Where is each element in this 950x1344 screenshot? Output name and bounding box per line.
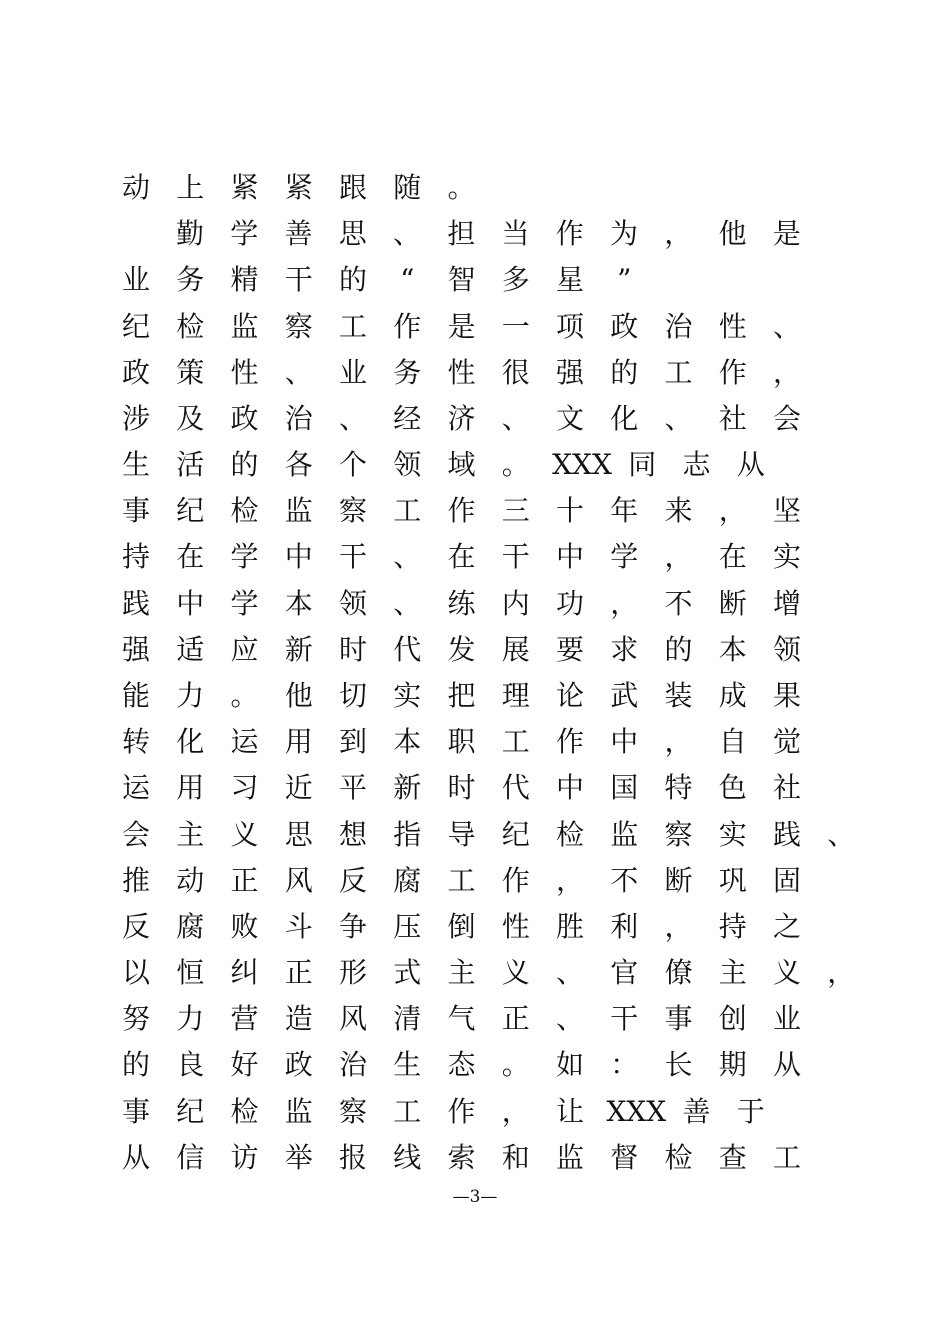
text-glyph: 时 [338, 632, 367, 666]
text-glyph: 反 [121, 909, 150, 943]
text-glyph: 事 [121, 494, 150, 528]
text-glyph: 作 [718, 355, 747, 389]
text-glyph: 事 [664, 1002, 693, 1036]
text-glyph: 会 [772, 401, 801, 435]
text-glyph: 腐 [393, 863, 422, 897]
text-glyph: 纪 [176, 494, 205, 528]
text-glyph: 星 [555, 263, 584, 297]
text-glyph: 察 [338, 494, 367, 528]
text-glyph: 他 [718, 217, 747, 251]
text-line [0, 630, 950, 670]
text-glyph: 察 [664, 817, 693, 851]
text-glyph: 及 [176, 401, 205, 435]
text-line [0, 260, 950, 300]
text-glyph: 学 [230, 540, 259, 574]
text-glyph: 切 [338, 678, 367, 712]
text-glyph: 学 [230, 217, 259, 251]
text-glyph: 思 [284, 817, 313, 851]
text-glyph: 查 [718, 1140, 747, 1174]
text-glyph: 内 [501, 586, 530, 620]
text-glyph: ， [501, 1094, 530, 1128]
text-line [0, 491, 950, 531]
text-glyph: 活 [176, 448, 205, 482]
text-glyph: 本 [393, 725, 422, 759]
text-glyph: 思 [338, 217, 367, 251]
text-glyph: 性 [501, 909, 530, 943]
text-line [0, 307, 950, 347]
text-glyph: 习 [230, 771, 259, 805]
text-glyph: XXX [606, 1094, 667, 1128]
text-glyph: 巩 [718, 863, 747, 897]
text-glyph: 固 [772, 863, 801, 897]
text-glyph: 的 [338, 263, 367, 297]
text-glyph: 纪 [501, 817, 530, 851]
text-glyph: 求 [610, 632, 639, 666]
text-glyph: 经 [393, 401, 422, 435]
text-glyph: 在 [176, 540, 205, 574]
text-glyph: 治 [338, 1048, 367, 1082]
text-glyph: 访 [230, 1140, 259, 1174]
text-glyph: ： [610, 1048, 639, 1082]
text-glyph: 在 [718, 540, 747, 574]
text-glyph: 政 [284, 1048, 313, 1082]
text-glyph: 练 [447, 586, 476, 620]
text-glyph: 的 [610, 355, 639, 389]
text-glyph: 中 [610, 725, 639, 759]
text-glyph: 践 [772, 817, 801, 851]
text-glyph: 一 [501, 309, 530, 343]
text-glyph: 指 [393, 817, 422, 851]
page-number: —3— [452, 1187, 498, 1207]
text-glyph: 跟 [338, 171, 367, 204]
text-glyph: 僚 [664, 956, 693, 990]
text-glyph: 营 [230, 1002, 259, 1036]
text-line [0, 1092, 950, 1132]
text-glyph: 成 [718, 678, 747, 712]
text-glyph: 持 [718, 909, 747, 943]
text-glyph: 信 [176, 1140, 205, 1174]
text-glyph: 随 [393, 171, 422, 204]
text-glyph: 武 [610, 678, 639, 712]
text-glyph: 中 [555, 540, 584, 574]
text-glyph: 论 [555, 678, 584, 712]
text-glyph: 压 [393, 909, 422, 943]
text-glyph: 紧 [284, 171, 313, 204]
text-glyph: 项 [555, 309, 584, 343]
text-glyph: 能 [121, 678, 150, 712]
text-glyph: 不 [664, 586, 693, 620]
text-glyph: 察 [338, 1094, 367, 1128]
text-glyph: 倒 [447, 909, 476, 943]
text-line [0, 445, 950, 485]
text-glyph: 新 [393, 771, 422, 805]
text-glyph: 坚 [772, 494, 801, 528]
text-glyph: 式 [393, 956, 422, 990]
text-glyph: 社 [772, 771, 801, 805]
text-glyph: 新 [284, 632, 313, 666]
text-glyph: 文 [555, 401, 584, 435]
text-glyph: XXX [552, 448, 612, 482]
text-glyph: 近 [284, 771, 313, 805]
text-line [0, 399, 950, 439]
text-glyph: 业 [772, 1002, 801, 1036]
text-glyph: 气 [447, 1002, 476, 1036]
text-glyph: 精 [230, 263, 259, 297]
text-glyph: 展 [501, 632, 530, 666]
text-glyph: 实 [718, 817, 747, 851]
text-glyph: 会 [121, 817, 150, 851]
text-glyph: 务 [393, 355, 422, 389]
text-glyph: 本 [718, 632, 747, 666]
text-glyph: 。 [447, 171, 476, 204]
text-glyph: 举 [284, 1140, 313, 1174]
text-glyph: 治 [664, 309, 693, 343]
text-glyph: 胜 [555, 909, 584, 943]
text-glyph: 断 [718, 586, 747, 620]
text-glyph: 主 [718, 956, 747, 990]
text-glyph: 强 [555, 355, 584, 389]
text-glyph: 多 [501, 263, 530, 297]
text-glyph: 、 [555, 1002, 584, 1036]
text-glyph: 色 [718, 771, 747, 805]
text-glyph: ， [664, 217, 693, 251]
text-glyph: 之 [772, 909, 801, 943]
text-glyph: 适 [176, 632, 205, 666]
text-glyph: 败 [230, 909, 259, 943]
text-glyph: 务 [176, 263, 205, 297]
text-glyph: 把 [447, 678, 476, 712]
text-line [0, 353, 950, 393]
text-glyph: ， [664, 725, 693, 759]
text-glyph: 腐 [176, 909, 205, 943]
text-line [0, 537, 950, 577]
text-glyph: 领 [393, 448, 422, 482]
text-glyph: 代 [501, 771, 530, 805]
text-glyph: 生 [393, 1048, 422, 1082]
text-glyph: 义 [501, 956, 530, 990]
text-glyph: 索 [447, 1140, 476, 1174]
text-glyph: 域 [447, 448, 476, 482]
text-glyph: 化 [176, 725, 205, 759]
text-line [0, 999, 950, 1039]
text-glyph: 利 [610, 909, 639, 943]
text-glyph: 、 [555, 956, 584, 990]
text-glyph: 工 [772, 1140, 801, 1174]
text-glyph: 。 [230, 678, 259, 712]
text-glyph: 于 [736, 1094, 765, 1128]
text-glyph: 干 [501, 540, 530, 574]
text-glyph: 工 [501, 725, 530, 759]
text-glyph: 发 [447, 632, 476, 666]
text-glyph: 学 [230, 586, 259, 620]
text-glyph: 纪 [176, 1094, 205, 1128]
text-glyph: ， [664, 540, 693, 574]
text-glyph: 、 [827, 817, 856, 851]
text-glyph: 政 [121, 355, 150, 389]
text-glyph: 来 [664, 494, 693, 528]
text-glyph: 、 [501, 401, 530, 435]
text-glyph: 平 [338, 771, 367, 805]
text-glyph: 监 [284, 1094, 313, 1128]
text-glyph: 持 [121, 540, 150, 574]
text-glyph: 增 [772, 586, 801, 620]
text-glyph: 风 [284, 863, 313, 897]
text-glyph: 很 [501, 355, 530, 389]
text-glyph: 同 [628, 448, 657, 482]
text-glyph: 检 [176, 309, 205, 343]
text-glyph: 十 [555, 494, 584, 528]
text-glyph: 风 [338, 1002, 367, 1036]
text-glyph: 线 [393, 1140, 422, 1174]
text-glyph: 装 [664, 678, 693, 712]
text-glyph: 到 [338, 725, 367, 759]
text-glyph: 争 [338, 909, 367, 943]
text-glyph: 政 [230, 401, 259, 435]
text-glyph: 实 [772, 540, 801, 574]
text-glyph: 他 [284, 678, 313, 712]
text-glyph: 智 [447, 263, 476, 297]
text-glyph: 用 [284, 725, 313, 759]
text-glyph: 三 [501, 494, 530, 528]
text-glyph: 强 [121, 632, 150, 666]
text-glyph: 上 [176, 171, 205, 204]
text-line [0, 676, 950, 716]
text-glyph: 让 [555, 1094, 584, 1128]
text-glyph: 领 [338, 586, 367, 620]
text-glyph: 化 [610, 401, 639, 435]
text-glyph: 从 [736, 448, 765, 482]
text-glyph: 各 [284, 448, 313, 482]
text-glyph: 职 [447, 725, 476, 759]
text-line [0, 214, 950, 254]
text-glyph: 策 [176, 355, 205, 389]
text-glyph: 是 [447, 309, 476, 343]
text-line [0, 907, 950, 947]
text-glyph: 性 [447, 355, 476, 389]
text-glyph: 监 [555, 1140, 584, 1174]
text-glyph: 形 [338, 956, 367, 990]
text-glyph: 态 [447, 1048, 476, 1082]
text-glyph: 官 [610, 956, 639, 990]
text-glyph: ， [772, 355, 801, 389]
text-glyph: ” [617, 263, 632, 297]
text-glyph: ， [664, 909, 693, 943]
text-glyph: 反 [338, 863, 367, 897]
text-glyph: 果 [772, 678, 801, 712]
text-glyph: 实 [393, 678, 422, 712]
text-glyph: 领 [772, 632, 801, 666]
text-glyph: 政 [610, 309, 639, 343]
text-glyph: 清 [393, 1002, 422, 1036]
text-glyph: 。 [501, 1048, 530, 1082]
text-glyph: 践 [121, 586, 150, 620]
text-glyph: 导 [447, 817, 476, 851]
text-glyph: 期 [718, 1048, 747, 1082]
text-glyph: 作 [393, 309, 422, 343]
text-glyph: 好 [230, 1048, 259, 1082]
text-glyph: 时 [447, 771, 476, 805]
text-glyph: 如 [555, 1048, 584, 1082]
text-glyph: 动 [121, 171, 150, 204]
text-glyph: 担 [447, 217, 476, 251]
text-glyph: 主 [176, 817, 205, 851]
text-line [0, 768, 950, 808]
text-glyph: 学 [610, 540, 639, 574]
text-glyph: 作 [501, 863, 530, 897]
text-glyph: 义 [772, 956, 801, 990]
text-glyph: 志 [682, 448, 711, 482]
text-glyph: 为 [609, 217, 638, 251]
text-glyph: 紧 [230, 171, 259, 204]
text-glyph: ， [555, 863, 584, 897]
text-glyph: 长 [664, 1048, 693, 1082]
text-glyph: 作 [447, 1094, 476, 1128]
text-glyph: 干 [284, 263, 313, 297]
text-glyph: 。 [501, 448, 530, 482]
text-glyph: 性 [718, 309, 747, 343]
text-glyph: 觉 [772, 725, 801, 759]
text-glyph: 自 [718, 725, 747, 759]
text-glyph: 主 [447, 956, 476, 990]
text-glyph: ， [718, 494, 747, 528]
text-glyph: 干 [338, 540, 367, 574]
text-glyph: 是 [772, 217, 801, 251]
text-glyph: 运 [121, 771, 150, 805]
text-glyph: 作 [555, 725, 584, 759]
text-glyph: 以 [121, 956, 150, 990]
text-glyph: 纠 [230, 956, 259, 990]
text-line [0, 168, 950, 208]
text-glyph: 察 [284, 309, 313, 343]
text-glyph: 治 [284, 401, 313, 435]
text-glyph: 生 [121, 448, 150, 482]
text-glyph: 工 [664, 355, 693, 389]
text-glyph: 理 [501, 678, 530, 712]
text-glyph: 的 [664, 632, 693, 666]
text-glyph: 应 [230, 632, 259, 666]
text-glyph: “ [400, 263, 415, 297]
text-glyph: 、 [664, 401, 693, 435]
text-glyph: 监 [284, 494, 313, 528]
text-glyph: 造 [284, 1002, 313, 1036]
text-glyph: 中 [284, 540, 313, 574]
text-glyph: 恒 [176, 956, 205, 990]
text-glyph: 正 [501, 1002, 530, 1036]
text-glyph: 代 [393, 632, 422, 666]
text-glyph: 检 [230, 1094, 259, 1128]
text-glyph: 从 [772, 1048, 801, 1082]
text-glyph: 斗 [284, 909, 313, 943]
text-glyph: 中 [555, 771, 584, 805]
text-glyph: 检 [555, 817, 584, 851]
text-glyph: 工 [393, 1094, 422, 1128]
text-glyph: 、 [393, 586, 422, 620]
text-glyph: 动 [176, 863, 205, 897]
text-glyph: 、 [338, 401, 367, 435]
text-glyph: 推 [121, 863, 150, 897]
text-glyph: 善 [682, 1094, 711, 1128]
text-glyph: 断 [664, 863, 693, 897]
text-line [0, 584, 950, 624]
text-glyph: 业 [338, 355, 367, 389]
text-glyph: 力 [176, 678, 205, 712]
text-line [0, 861, 950, 901]
text-glyph: 要 [555, 632, 584, 666]
text-line [0, 1138, 950, 1178]
text-glyph: 用 [176, 771, 205, 805]
text-glyph: ， [610, 586, 639, 620]
text-glyph: ， [827, 956, 856, 990]
text-line [0, 953, 950, 993]
text-glyph: 、 [393, 540, 422, 574]
text-glyph: 功 [555, 586, 584, 620]
text-glyph: 正 [230, 863, 259, 897]
text-glyph: 纪 [121, 309, 150, 343]
text-glyph: 济 [447, 401, 476, 435]
text-glyph: 工 [447, 863, 476, 897]
text-glyph: 义 [230, 817, 259, 851]
text-glyph: 良 [176, 1048, 205, 1082]
text-glyph: 本 [284, 586, 313, 620]
text-glyph: 、 [284, 355, 313, 389]
text-glyph: 监 [230, 309, 259, 343]
text-glyph: 涉 [121, 401, 150, 435]
text-line [0, 815, 950, 855]
text-glyph: 和 [501, 1140, 530, 1174]
text-glyph: 运 [230, 725, 259, 759]
text-glyph: 特 [664, 771, 693, 805]
text-glyph: 国 [610, 771, 639, 805]
text-glyph: 社 [718, 401, 747, 435]
text-glyph: 检 [230, 494, 259, 528]
text-glyph: 作 [555, 217, 584, 251]
text-glyph: 性 [230, 355, 259, 389]
text-line [0, 722, 950, 762]
text-glyph: 工 [338, 309, 367, 343]
text-glyph: 工 [393, 494, 422, 528]
text-glyph: 业 [121, 263, 150, 297]
text-glyph: 转 [121, 725, 150, 759]
text-glyph: 监 [610, 817, 639, 851]
text-glyph: 中 [176, 586, 205, 620]
text-glyph: 当 [501, 217, 530, 251]
text-line [0, 1045, 950, 1085]
text-glyph: 事 [121, 1094, 150, 1128]
text-glyph: 正 [284, 956, 313, 990]
text-glyph: 、 [392, 217, 421, 251]
text-glyph: 干 [610, 1002, 639, 1036]
text-glyph: 报 [338, 1140, 367, 1174]
text-glyph: 年 [610, 494, 639, 528]
text-glyph: 检 [664, 1140, 693, 1174]
text-glyph: 督 [610, 1140, 639, 1174]
text-glyph: 力 [176, 1002, 205, 1036]
text-glyph: 创 [718, 1002, 747, 1036]
text-glyph: 想 [338, 817, 367, 851]
text-glyph: 从 [121, 1140, 150, 1174]
text-glyph: 在 [447, 540, 476, 574]
text-glyph: 勤 [175, 217, 204, 251]
text-glyph: 的 [121, 1048, 150, 1082]
text-glyph: 不 [610, 863, 639, 897]
text-glyph: 努 [121, 1002, 150, 1036]
text-glyph: 、 [772, 309, 801, 343]
text-glyph: 作 [447, 494, 476, 528]
text-glyph: 个 [338, 448, 367, 482]
text-glyph: 的 [230, 448, 259, 482]
text-glyph: 善 [284, 217, 313, 251]
